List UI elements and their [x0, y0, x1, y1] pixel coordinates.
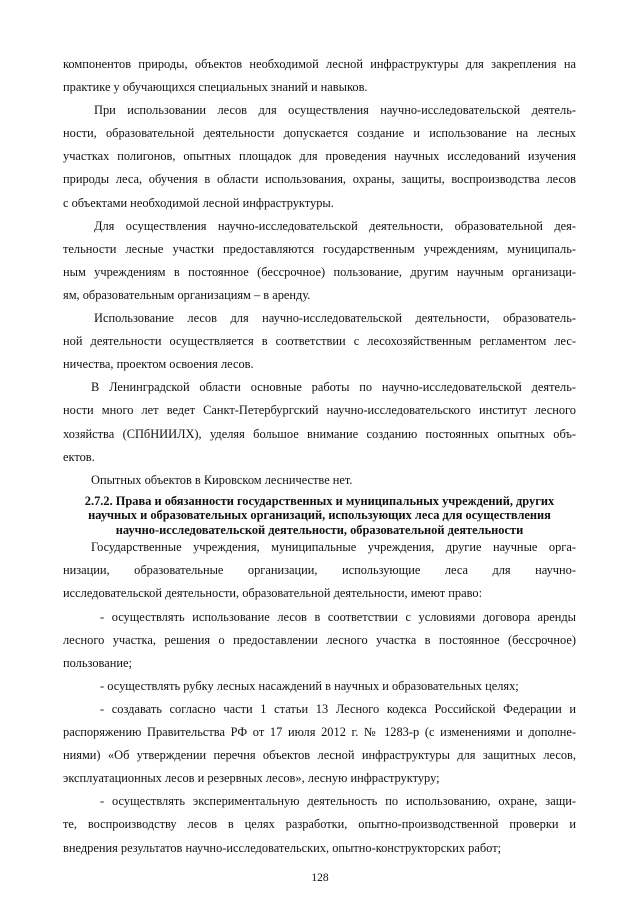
text-line: При использовании лесов для осуществления научно-исследовательской деятель- [94, 103, 576, 118]
text-line: В Ленинградской области основные работы по научно-исследовательской деятель- [91, 380, 576, 395]
list-item [63, 606, 576, 675]
text-line: внедрения результатов научно-исследовательских, опытно-конструкторских работ; [63, 840, 502, 855]
text-line: пользование; [63, 655, 132, 670]
paragraph [63, 53, 576, 99]
text-line: ям, образовательным организациям – в аренду. [63, 287, 311, 302]
text-line: ности много лет ведет Санкт-Петербургский научно-исследовательского институт лесного [63, 403, 576, 418]
heading-line: 2.7.2. Права и обязанности государственных и муниципальных учреждений, других [84, 493, 555, 508]
text-line: ным учреждениям в постоянное (бессрочное) пользование, другим научным организаци- [63, 264, 576, 279]
text-line: распоряжению Правительства РФ от 17 июля 2012 г. № 1283-р (с изменениями и дополне- [63, 725, 576, 740]
text-line: ной деятельности осуществляется в соответствии с лесохозяйственным регламентом лес- [63, 334, 576, 349]
text-line: практике у обучающихся специальных знаний и навыков. [63, 80, 368, 95]
list-item [63, 790, 576, 859]
text-line: исследовательской деятельности, образовательной деятельности, имеют право: [63, 586, 483, 601]
paragraph [63, 536, 576, 605]
heading-line: научно-исследовательской деятельности, образовательной деятельности [115, 522, 524, 537]
paragraph [63, 99, 576, 214]
text-line: - осуществлять экспериментальную деятельность по использованию, охране, защи- [100, 794, 576, 809]
text-line: тельности лесные участки предоставляются государственным учреждениям, муниципаль- [63, 241, 576, 256]
text-line: ниями) «Об утверждении перечня объектов лесной инфраструктуры для защитных лесов, [63, 748, 576, 763]
text-line: природы леса, обучения в области использования, охраны, защиты, воспроизводства лесов [63, 172, 576, 187]
text-line: Опытных объектов в Кировском лесничестве нет. [91, 472, 353, 487]
text-line: Для осуществления научно-исследовательской деятельности, образовательной дея- [94, 218, 576, 233]
heading-line: научных и образовательных организаций, использующих леса для осуществления [88, 508, 551, 523]
text-line: - создавать согласно части 1 статьи 13 Лесного кодекса Российской Федерации и [100, 701, 576, 716]
text-line: низации, образовательные организации, использующие леса для научно- [63, 563, 576, 578]
text-line: лесного участка, решения о предоставлении лесного участка в постоянное (бессрочное) [63, 632, 576, 647]
document-page [63, 53, 576, 860]
text-line: с объектами необходимой лесной инфраструктуры. [63, 195, 334, 210]
text-line: - осуществлять использование лесов в соответствии с условиями договора аренды [100, 609, 576, 624]
text-line: хозяйства (СПбНИИЛХ), уделяя большое внимание созданию постоянных опытных объ- [63, 426, 576, 441]
paragraph [63, 215, 576, 307]
text-line: те, воспроизводству лесов в целях разработки, опытно-производственной проверки и [63, 817, 576, 832]
paragraph [63, 469, 576, 492]
text-line: ектов. [63, 449, 95, 464]
text-line: участках полигонов, опытных площадок для проведения научных исследований изучения [63, 149, 576, 164]
text-line: эксплуатационных лесов и резервных лесов», лесную инфраструктуру; [63, 771, 440, 786]
text-line: - осуществлять рубку лесных насаждений в научных и образовательных целях; [100, 678, 519, 693]
section-heading [63, 494, 576, 538]
text-line: компонентов природы, объектов необходимой лесной инфраструктуры для закрепления на [63, 57, 576, 71]
list-item [63, 675, 576, 698]
paragraph [63, 376, 576, 468]
text-line: ности, образовательной деятельности допускается создание и использование на лесных [63, 126, 576, 141]
text-line: ничества, проектом освоения лесов. [63, 357, 254, 372]
list-item [63, 698, 576, 790]
text-line: Использование лесов для научно-исследовательской деятельности, образователь- [94, 311, 576, 326]
text-line: Государственные учреждения, муниципальные учреждения, другие научные орга- [91, 540, 576, 555]
page-number: 128 [311, 872, 329, 884]
paragraph [63, 307, 576, 376]
